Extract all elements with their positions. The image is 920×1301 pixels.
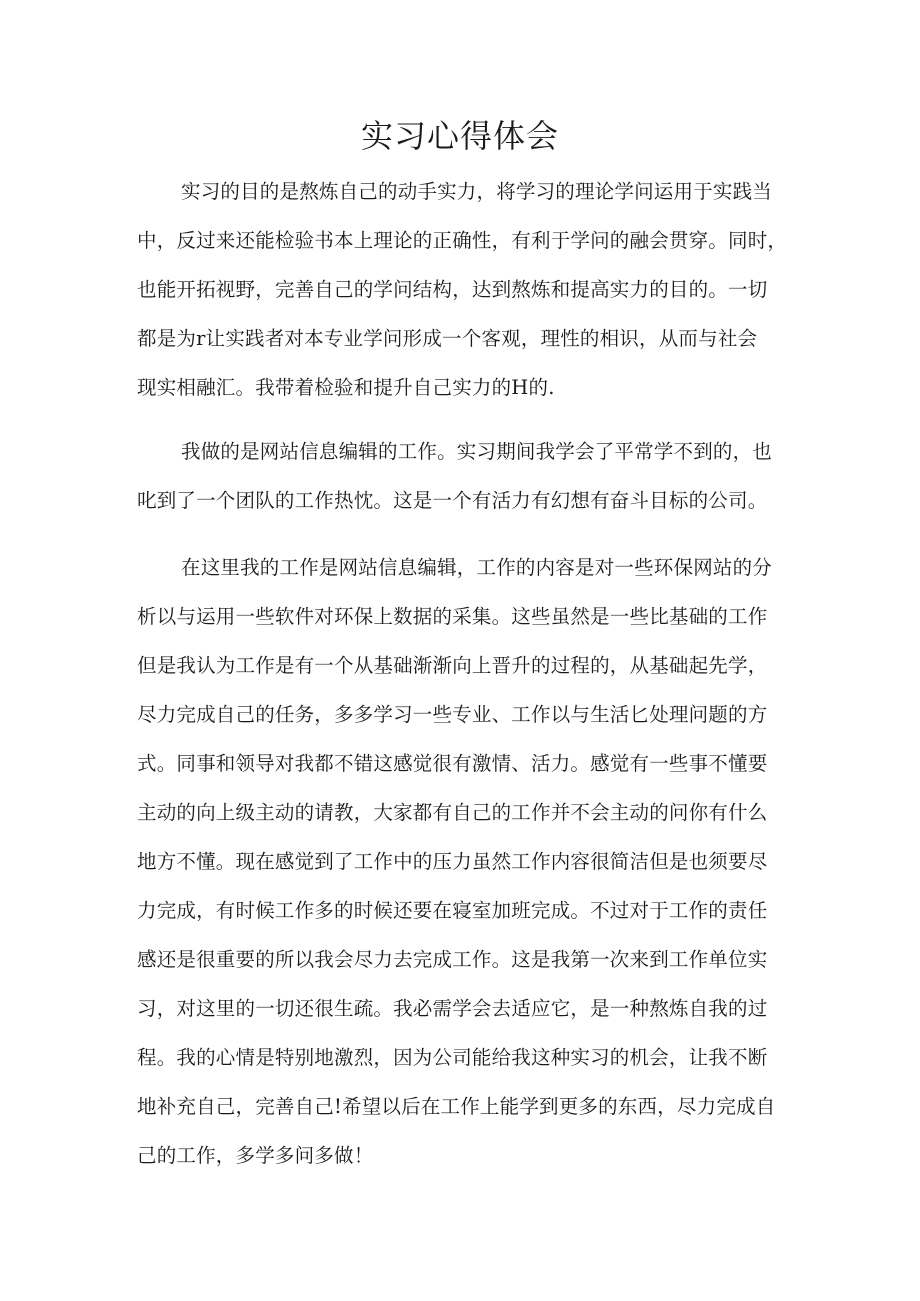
paragraph-line: 也能开拓视野，完善自己的学问结构，达到熬炼和提高实力的目的。一切 bbox=[137, 278, 768, 301]
paragraph-line: 实习的目的是熬炼自己的动手实力，将学习的理论学问运用于实践当 bbox=[181, 180, 773, 203]
paragraph-line: 都是为r让实践者对本专业学问形成一个客观，理性的相识，从而与社会 bbox=[137, 327, 758, 350]
paragraph-line: 析以与运用一些软件对环保上数据的采集。这些虽然是一些比基础的工作 bbox=[137, 605, 768, 628]
paragraph-work-details bbox=[137, 543, 797, 1180]
paragraph-line: 在这里我的工作是网站信息编辑，工作的内容是对一些环保网站的分 bbox=[181, 556, 773, 579]
paragraph-line: 力完成，有时候工作多的时候还要在寝室加班完成。不过对于工作的责任 bbox=[137, 899, 768, 922]
document-title: 实习心得体会 bbox=[360, 117, 559, 155]
paragraph-line: 叱到了一个团队的工作热忱。这是一个有活力有幻想有奋斗目标的公司。 bbox=[137, 489, 768, 512]
paragraph-line: 地方不懂。现在感觉到了工作中的压力虽然工作内容很简洁但是也须要尽 bbox=[137, 850, 768, 873]
paragraph-line: 主动的向上级主动的请教，大家都有自己的工作并不会主动的问你有什么 bbox=[137, 801, 768, 824]
paragraph-line: 程。我的心情是特别地激烈，因为公司能给我这种实习的机会，让我不断 bbox=[137, 1046, 768, 1069]
paragraph-line: 己的工作，多学多问多做！ bbox=[137, 1144, 374, 1167]
paragraph-job bbox=[137, 427, 797, 525]
paragraph-line: 地补充自己，完善自己!希望以后在工作上能学到更多的东西，尽力完成自 bbox=[137, 1095, 776, 1118]
paragraph-line: 但是我认为工作是有一个从基础渐渐向上晋升的过程的，从基础起先学， bbox=[137, 654, 768, 677]
paragraph-line: 中，反过来还能检验书本上理论的正确性，有利于学问的融会贯穿。同时， bbox=[137, 229, 788, 252]
paragraph-line: 感还是很重要的所以我会尽力去完成工作。这是我第一次来到工作单位实 bbox=[137, 948, 768, 971]
paragraph-purpose bbox=[137, 167, 797, 412]
paragraph-line: 尽力完成自己的任务，多多学习一些专业、工作以与生活匕处理问题的方 bbox=[137, 703, 768, 726]
paragraph-line: 我做的是网站信息编辑的工作。实习期间我学会了平常学不到的，也 bbox=[181, 440, 773, 463]
paragraph-line: 式。同事和领导对我都不错这感觉很有激情、活力。感觉有一些事不懂要 bbox=[137, 752, 768, 775]
paragraph-line: 现实相融汇。我带着检验和提升自己实力的H的. bbox=[137, 376, 555, 399]
paragraph-line: 习，对这里的一切还很生疏。我必需学会去适应它，是一种熬炼自我的过 bbox=[137, 997, 768, 1020]
